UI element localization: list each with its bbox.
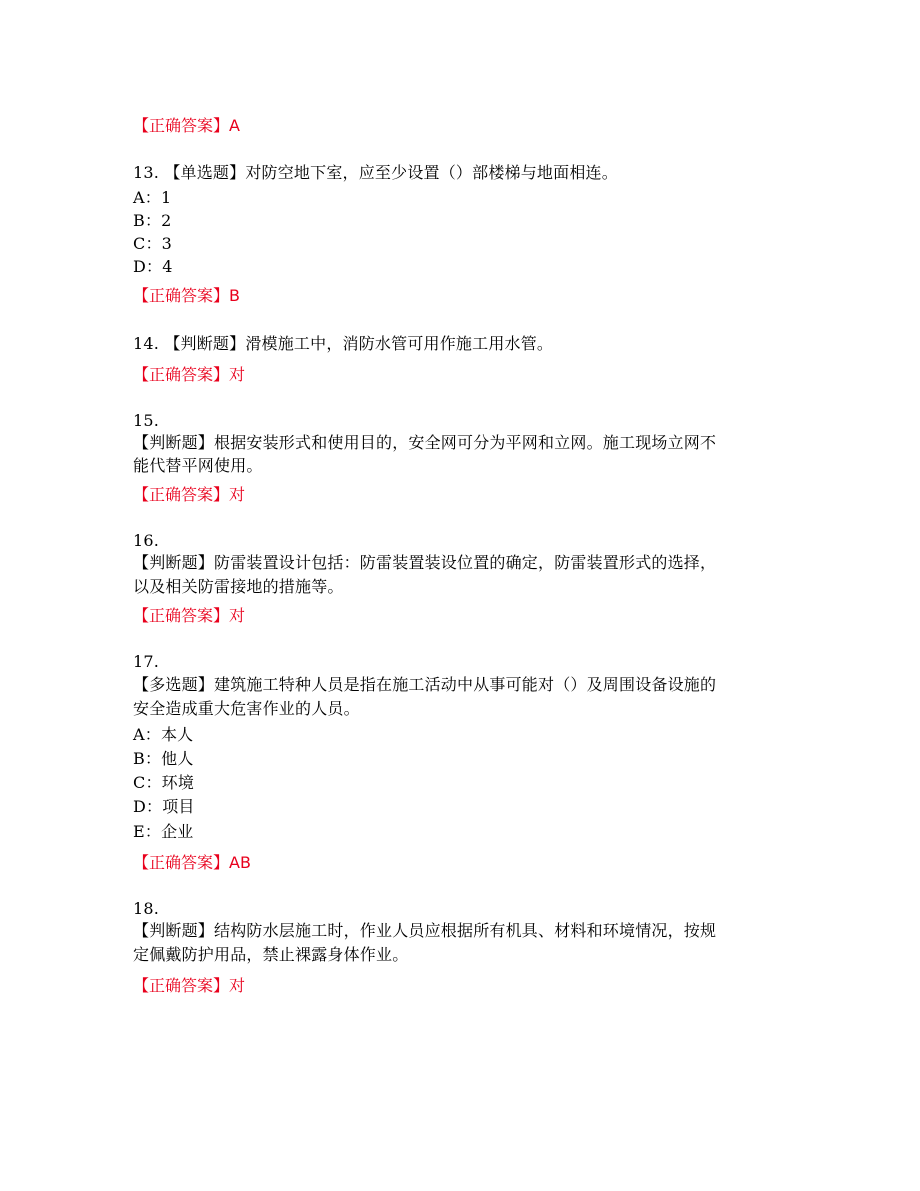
q13-option-c: C：3 xyxy=(133,234,173,253)
q16-stem-line-1: 【判断题】防雷装置设计包括：防雷装置装设位置的确定，防雷装置形式的选择， xyxy=(133,553,717,572)
q16-number: 16. xyxy=(133,531,160,550)
q17-option-c: C：环境 xyxy=(133,773,195,792)
q17-option-b: B：他人 xyxy=(133,749,194,768)
q17-stem-line-1: 【多选题】建筑施工特种人员是指在施工活动中从事可能对（）及周围设备设施的 xyxy=(133,675,717,694)
q16-answer: 【正确答案】对 xyxy=(133,606,246,625)
q17-option-d: D：项目 xyxy=(133,797,195,816)
q13-option-d: D：4 xyxy=(133,257,173,276)
q14-answer: 【正确答案】对 xyxy=(133,365,246,384)
q18-stem-line-1: 【判断题】结构防水层施工时，作业人员应根据所有机具、材料和环境情况，按规 xyxy=(133,921,717,940)
q17-answer: 【正确答案】AB xyxy=(133,853,251,872)
q15-stem-line-1: 【判断题】根据安装形式和使用目的，安全网可分为平网和立网。施工现场立网不 xyxy=(133,433,717,452)
q14-stem: 14. 【判断题】滑模施工中，消防水管可用作施工用水管。 xyxy=(133,334,554,353)
q17-number: 17. xyxy=(133,652,160,671)
q17-stem-line-2: 安全造成重大危害作业的人员。 xyxy=(133,699,360,718)
q13-answer: 【正确答案】B xyxy=(133,286,240,305)
q18-number: 18. xyxy=(133,899,160,918)
q13-stem: 13. 【单选题】对防空地下室，应至少设置（）部楼梯与地面相连。 xyxy=(133,163,618,182)
q15-number: 15. xyxy=(133,411,160,430)
prev-answer: 【正确答案】A xyxy=(133,116,240,135)
q17-option-a: A：本人 xyxy=(133,725,194,744)
q15-answer: 【正确答案】对 xyxy=(133,485,246,504)
q16-stem-line-2: 以及相关防雷接地的措施等。 xyxy=(133,577,344,596)
q15-stem-line-2: 能代替平网使用。 xyxy=(133,456,263,475)
q17-option-e: E：企业 xyxy=(133,822,194,841)
q18-stem-line-2: 定佩戴防护用品，禁止裸露身体作业。 xyxy=(133,945,409,964)
q13-option-b: B：2 xyxy=(133,211,172,230)
q13-option-a: A：1 xyxy=(133,188,172,207)
q18-answer: 【正确答案】对 xyxy=(133,976,246,995)
